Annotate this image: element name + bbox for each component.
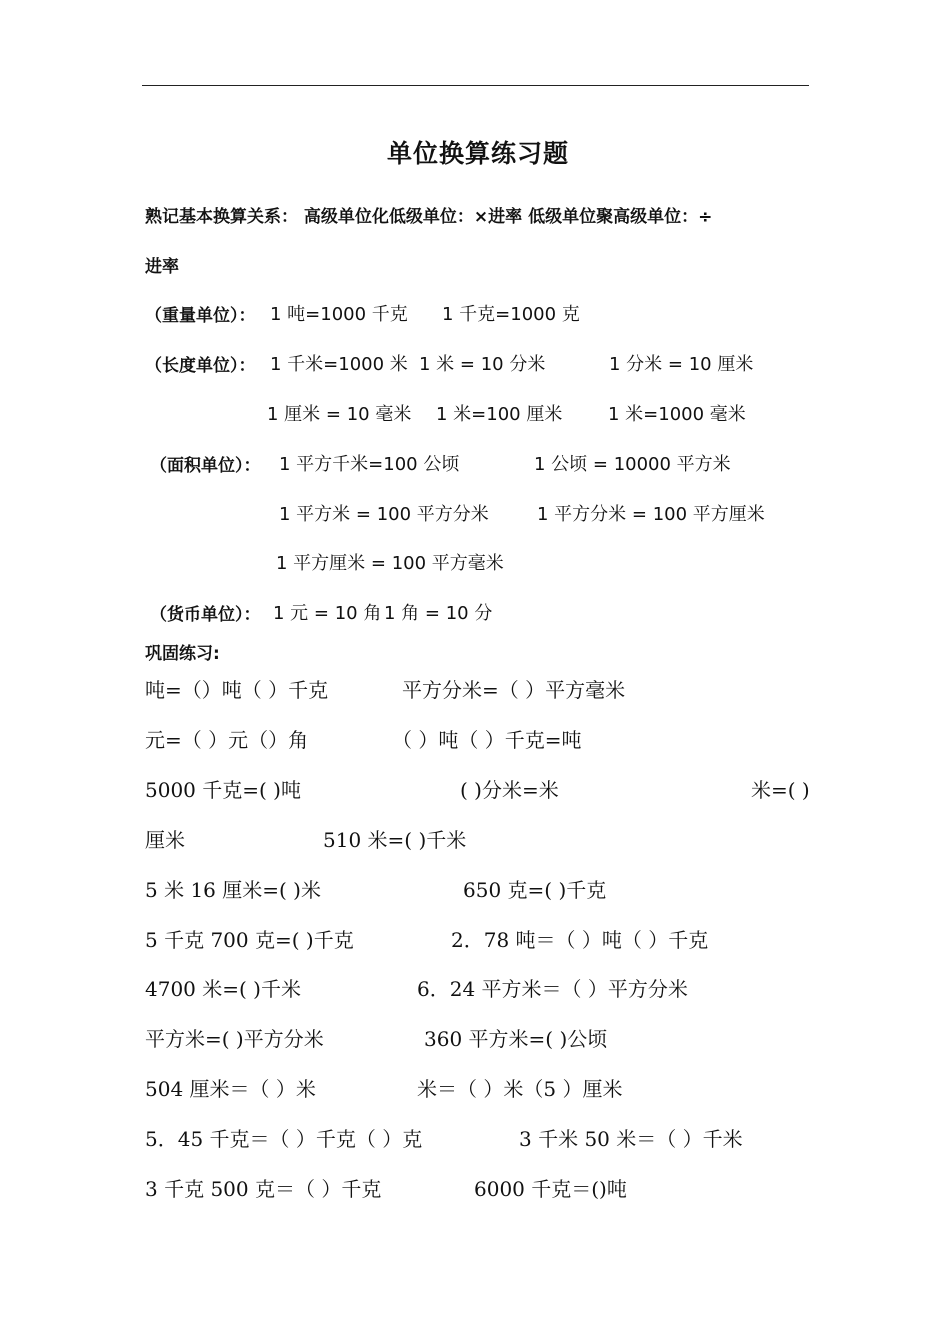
intro-line-1: 熟记基本换算关系： 高级单位化低级单位：×进率 低级单位聚高级单位：÷ — [145, 207, 713, 227]
practice-item: 5 千克 700 克=( )千克 — [145, 928, 354, 952]
practice-item: 650 克=( )千克 — [463, 878, 607, 902]
length-item: 1 米 = 10 分米 — [419, 354, 546, 375]
area-item: 1 平方米 = 100 平方分米 — [279, 504, 489, 525]
length-item: 1 厘米 = 10 毫米 — [267, 404, 412, 425]
length-item: 1 千米=1000 米 — [270, 354, 408, 375]
money-item: 1 角 = 10 分 — [384, 603, 493, 624]
length-item: 1 米=1000 毫米 — [608, 404, 746, 425]
money-item: 1 元 = 10 角 — [273, 603, 382, 624]
practice-item: 3 千克 500 克＝（ ）千克 — [145, 1177, 382, 1201]
practice-item: 510 米=( )千米 — [323, 828, 467, 852]
weight-item: 1 千克=1000 克 — [442, 304, 580, 325]
practice-item: 吨=（）吨（ ）千克 — [145, 678, 329, 702]
practice-item: 米=( ) — [751, 778, 810, 802]
practice-item: 米＝（ ）米（5 ）厘米 — [417, 1077, 623, 1101]
weight-item: 1 吨=1000 千克 — [270, 304, 408, 325]
practice-item: 3 千米 50 米＝（ ）千米 — [519, 1127, 743, 1151]
page-title: 单位换算练习题 — [387, 139, 570, 168]
length-item: 1 米=100 厘米 — [436, 404, 563, 425]
practice-item: 元=（ ）元（）角 — [145, 728, 309, 752]
length-item: 1 分米 = 10 厘米 — [609, 354, 754, 375]
practice-item: 5 米 16 厘米=( )米 — [145, 878, 321, 902]
length-label: （长度单位）： — [145, 356, 256, 376]
area-item: 1 平方分米 = 100 平方厘米 — [537, 504, 765, 525]
area-item: 1 平方厘米 = 100 平方毫米 — [276, 553, 504, 574]
area-item: 1 公顷 = 10000 平方米 — [534, 454, 731, 475]
intro-line-2: 进率 — [145, 257, 179, 277]
practice-item: 504 厘米＝（ ）米 — [145, 1077, 316, 1101]
area-item: 1 平方千米=100 公顷 — [279, 454, 460, 475]
practice-item: 4700 米=( )千米 — [145, 977, 301, 1001]
practice-item: 2．78 吨＝（ ）吨（ ）千克 — [451, 928, 709, 952]
money-label: （货币单位）： — [150, 605, 261, 625]
practice-item: 6000 千克＝()吨 — [474, 1177, 627, 1201]
area-label: （面积单位）： — [150, 456, 261, 476]
practice-item: ( )分米=米 — [460, 778, 559, 802]
practice-item: 360 平方米=( )公顷 — [424, 1027, 608, 1051]
practice-item: 平方米=( )平方分米 — [145, 1027, 324, 1051]
practice-item: 厘米 — [145, 828, 185, 852]
practice-item: 5000 千克=( )吨 — [145, 778, 301, 802]
practice-item: （ ）吨（ ）千克=吨 — [392, 728, 582, 752]
practice-item: 5．45 千克＝（ ）千克（ ）克 — [145, 1127, 423, 1151]
header-rule — [142, 85, 809, 86]
practice-heading: 巩固练习: — [145, 644, 220, 664]
practice-item: 平方分米=（ ）平方毫米 — [402, 678, 626, 702]
weight-label: （重量单位）： — [145, 306, 256, 326]
practice-item: 6．24 平方米＝（ ）平方分米 — [417, 977, 688, 1001]
